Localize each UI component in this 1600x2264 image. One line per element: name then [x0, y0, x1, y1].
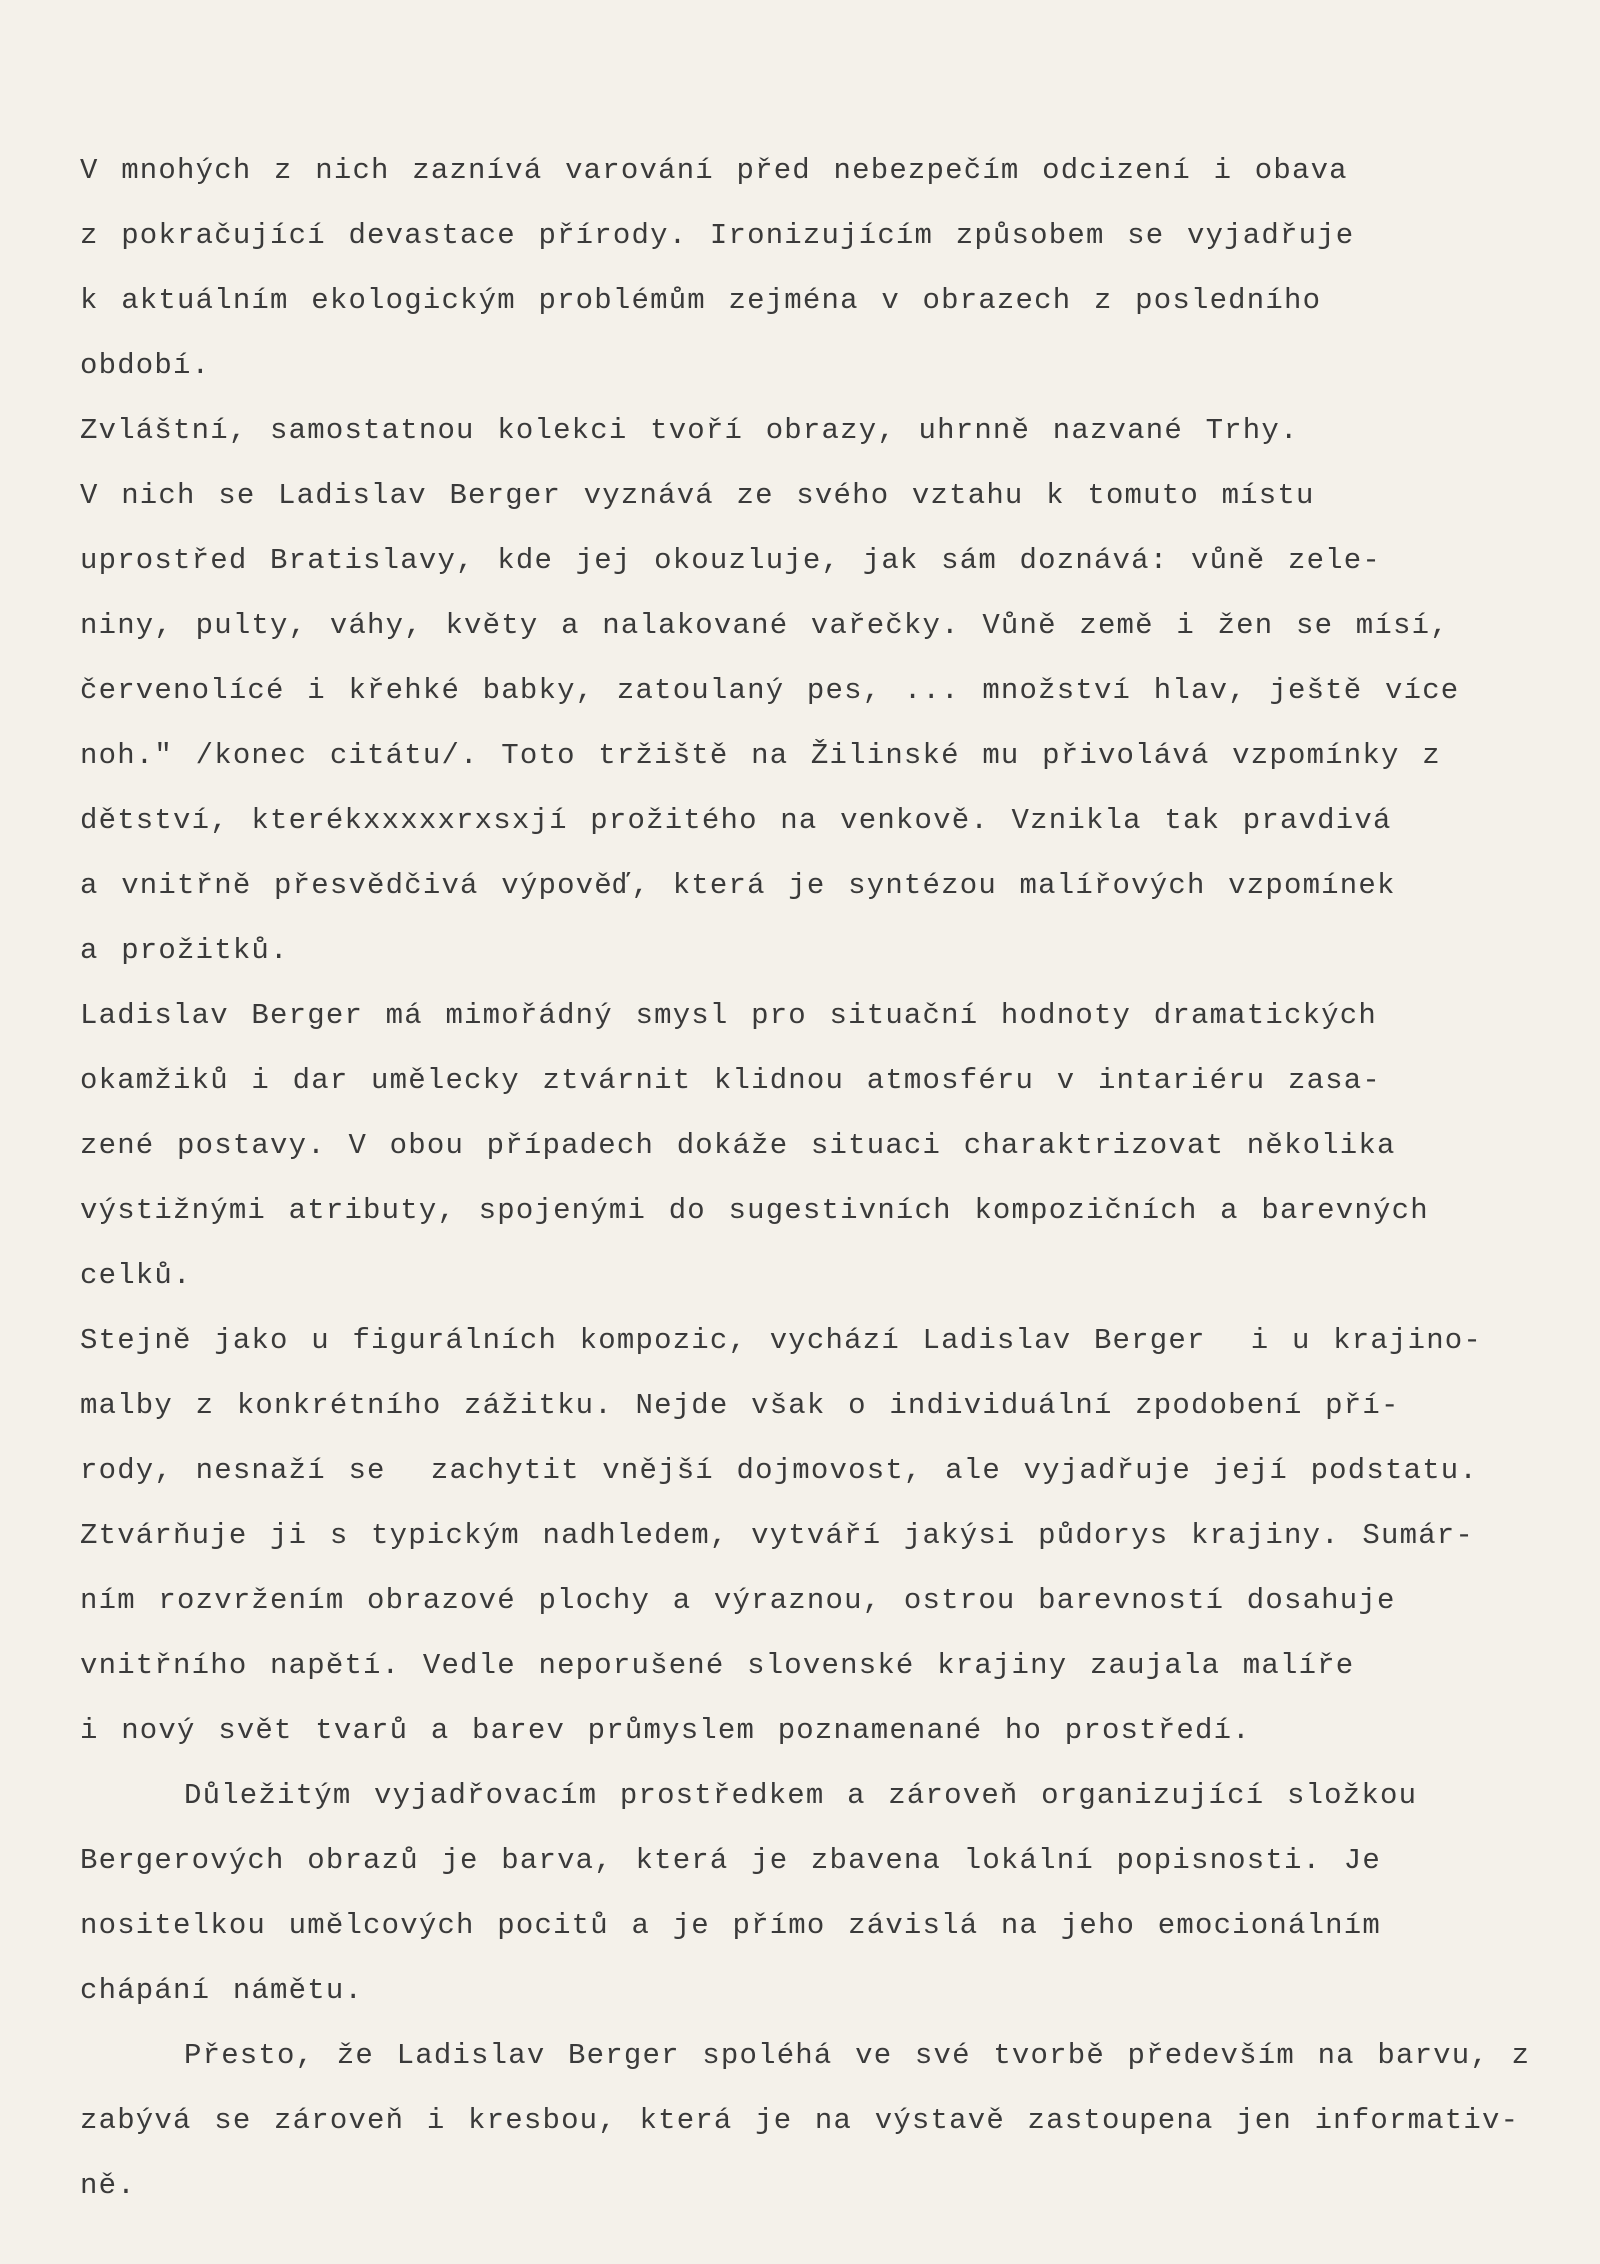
text-line: a prožitků. — [80, 934, 289, 967]
typewritten-text — [80, 138, 1560, 2218]
text-line: z pokračující devastace přírody. Ironizujícím způsobem se vyjadřuje — [80, 219, 1355, 252]
text-line: zené postavy. V obou případech dokáže situaci charaktrizovat několika — [80, 1129, 1396, 1162]
text-line: Ladislav Berger má mimořádný smysl pro situační hodnoty dramatických — [80, 999, 1377, 1032]
text-line: Přesto, že Ladislav Berger spoléhá ve své tvorbě především na barvu, z — [184, 2039, 1531, 2072]
text-line: a vnitřně přesvědčivá výpověď, která je syntézou malířových vzpomínek — [80, 869, 1396, 902]
text-line: rody, nesnaží se zachytit vnější dojmovost, ale vyjadřuje její podstatu. — [80, 1454, 1479, 1487]
text-line: okamžiků i dar umělecky ztvárnit klidnou atmosféru v intariéru zasa- — [80, 1064, 1381, 1097]
text-line: dětství, kterékxxxxxrxsxjí prožitého na venkově. Vznikla tak pravdivá — [80, 804, 1392, 837]
text-line: ně. — [80, 2169, 136, 2202]
text-line: malby z konkrétního zážitku. Nejde však o individuální zpodobení pří- — [80, 1389, 1400, 1422]
text-line: noh." /konec citátu/. Toto tržiště na Žilinské mu přivolává vzpomínky z — [80, 739, 1441, 772]
text-line: období. — [80, 349, 211, 382]
text-line: červenolícé i křehké babky, zatoulaný pes, ... množství hlav, ještě více — [80, 674, 1460, 707]
text-line: celků. — [80, 1259, 192, 1292]
text-line: nositelkou umělcových pocitů a je přímo závislá na jeho emocionálním — [80, 1909, 1381, 1942]
text-line: V mnohých z nich zaznívá varování před nebezpečím odcizení i obava — [80, 154, 1348, 187]
text-line: i nový svět tvarů a barev průmyslem poznamenané ho prostředí. — [80, 1714, 1251, 1747]
text-line: uprostřed Bratislavy, kde jej okouzluje, jak sám doznává: vůně zele- — [80, 544, 1381, 577]
text-line: chápání námětu. — [80, 1974, 364, 2007]
text-line: vnitřního napětí. Vedle neporušené slovenské krajiny zaujala malíře — [80, 1649, 1355, 1682]
text-line: Stejně jako u figurálních kompozic, vychází Ladislav Berger i u krajino- — [80, 1324, 1483, 1357]
text-line: k aktuálním ekologickým problémům zejména v obrazech z posledního — [80, 284, 1322, 317]
text-line: Bergerových obrazů je barva, která je zbavena lokální popisnosti. Je — [80, 1844, 1381, 1877]
text-line: niny, pulty, váhy, květy a nalakované vařečky. Vůně země i žen se mísí, — [80, 609, 1449, 642]
text-line: ním rozvržením obrazové plochy a výraznou, ostrou barevností dosahuje — [80, 1584, 1396, 1617]
text-line: Zvláštní, samostatnou kolekci tvoří obrazy, uhrnně nazvané Trhy. — [80, 414, 1299, 447]
text-line: Ztvárňuje ji s typickým nadhledem, vytváří jakýsi půdorys krajiny. Sumár- — [80, 1519, 1475, 1552]
text-line: výstižnými atributy, spojenými do sugestivních kompozičních a barevných — [80, 1194, 1429, 1227]
text-line: zabývá se zároveň i kresbou, která je na výstavě zastoupena jen informativ- — [80, 2104, 1520, 2137]
text-line: V nich se Ladislav Berger vyznává ze svého vztahu k tomuto místu — [80, 479, 1315, 512]
text-line: Důležitým vyjadřovacím prostředkem a zároveň organizující složkou — [184, 1779, 1418, 1812]
